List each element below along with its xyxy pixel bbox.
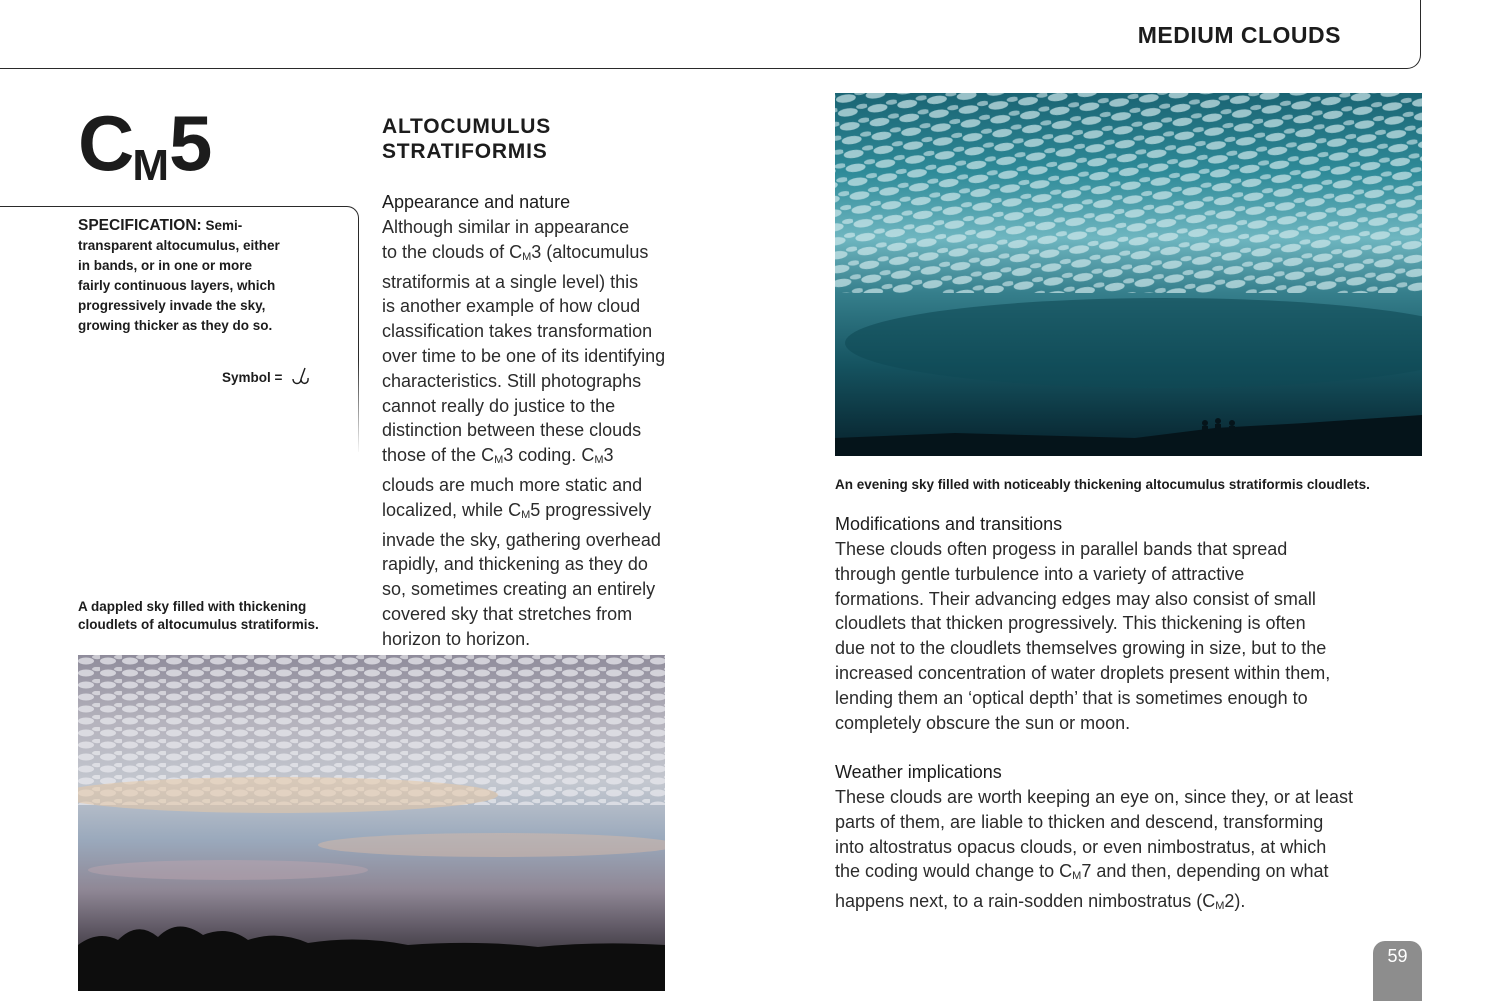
appearance-heading: Appearance and nature — [382, 192, 571, 212]
specification-line: progressively invade the sky, — [78, 298, 266, 313]
section-title: MEDIUM CLOUDS — [1137, 22, 1341, 48]
weather-heading: Weather implications — [835, 762, 1002, 782]
symbol-label: Symbol = — [222, 370, 283, 385]
symbol-row — [222, 365, 310, 390]
body-line: completely obscure the sun or moon. — [835, 712, 1131, 733]
cloud-title — [382, 114, 551, 164]
body-line: parts of them, are liable to thicken and descend, transforming — [835, 811, 1324, 832]
body-line: over time to be one of its identifying — [382, 345, 666, 366]
cloud-code-ref: $C_M2$ — [1202, 891, 1235, 913]
specification — [78, 216, 308, 336]
body-line: lending them an ‘optical depth’ that is sometimes enough to — [835, 687, 1308, 708]
body-line: is another example of how cloud — [382, 296, 641, 317]
weather-body — [835, 785, 1365, 919]
specification-line: transparent altocumulus, either — [78, 238, 280, 253]
specification-line: in bands, or in one or more — [78, 258, 253, 273]
photo-top-caption: An evening sky filled with noticeably thickening altocumulus stratiformis cloudlets. — [835, 477, 1370, 492]
code-prefix: C — [78, 99, 133, 187]
evening-sky-photo — [835, 93, 1422, 456]
frame-fade — [355, 360, 363, 455]
body-line: due not to the cloudlets themselves growing in size, but to the — [835, 638, 1327, 659]
body-line: distinction between these clouds — [382, 420, 642, 441]
body-line: horizon to horizon. — [382, 628, 531, 649]
modifications-heading: Modifications and transitions — [835, 514, 1063, 534]
code-subscript: M — [132, 141, 169, 190]
altocumulus-symbol-icon — [290, 365, 310, 390]
caption-line: A dappled sky filled with thickening — [78, 599, 307, 614]
body-line: covered sky that stretches from — [382, 603, 633, 624]
body-line: through gentle turbulence into a variety of attractive — [835, 563, 1245, 584]
cloud-code — [78, 99, 211, 190]
cloud-code-ref: $C_M3$ — [581, 445, 614, 467]
code-number: 5 — [169, 99, 211, 187]
cloud-code-ref: $C_M5$ — [508, 499, 541, 521]
body-line: happens next, to a rain-sodden nimbostratus $(C_M2)$. — [835, 891, 1246, 913]
cloud-code-ref: $C_M3$ — [481, 445, 514, 467]
body-line: localized, while $C_M5$ progressively — [382, 499, 652, 521]
specification-label: SPECIFICATION: — [78, 217, 202, 234]
specification-lines — [78, 236, 308, 336]
body-line: so, sometimes creating an entirely — [382, 579, 656, 600]
specification-text-first: Semi- — [205, 218, 243, 233]
body-line: cannot really do justice to the — [382, 395, 616, 416]
specification-line: fairly continuous layers, which — [78, 278, 276, 293]
body-line: to the clouds of $C_M3$ (altocumulus — [382, 241, 649, 263]
cloud-code-ref: $C_M7$ — [1059, 861, 1092, 883]
body-line: invade the sky, gathering overhead — [382, 529, 661, 550]
body-line: stratiformis at a single level) this — [382, 271, 639, 292]
page-number-tab — [1373, 941, 1422, 1001]
dappled-sky-photo — [78, 655, 665, 991]
body-line: the coding would change to $C_M7$ and then, depending on what — [835, 861, 1329, 883]
caption-line: cloudlets of altocumulus stratiformis. — [78, 617, 319, 632]
cloud-title-line2: STRATIFORMIS — [382, 140, 548, 163]
body-line: classification takes transformation — [382, 321, 653, 342]
body-line: into altostratus opacus clouds, or even nimbostratus, at which — [835, 836, 1327, 857]
body-line: increased concentration of water droplets present within them, — [835, 662, 1331, 683]
body-line: clouds are much more static and — [382, 474, 643, 495]
modifications-body — [835, 537, 1365, 735]
cloud-code-ref: $C_M3$ — [509, 241, 542, 263]
body-line: cloudlets that thicken progressively. This thickening is often — [835, 613, 1306, 634]
body-line: rapidly, and thickening as they do — [382, 554, 648, 575]
appearance-body — [382, 215, 682, 652]
body-line: formations. Their advancing edges may also consist of small — [835, 588, 1316, 609]
body-line: Although similar in appearance — [382, 217, 630, 237]
specification-line: growing thicker as they do so. — [78, 318, 273, 333]
body-line: These clouds are worth keeping an eye on, since they, or at least — [835, 787, 1353, 807]
photo-bottom-caption — [78, 598, 348, 634]
cloud-title-line1: ALTOCUMULUS — [382, 115, 552, 138]
body-line: These clouds often progess in parallel bands that spread — [835, 539, 1288, 559]
body-line: those of the $C_M3$ coding. $C_M3$ — [382, 445, 614, 467]
body-line: characteristics. Still photographs — [382, 370, 642, 391]
page-number: 59 — [1387, 946, 1408, 966]
